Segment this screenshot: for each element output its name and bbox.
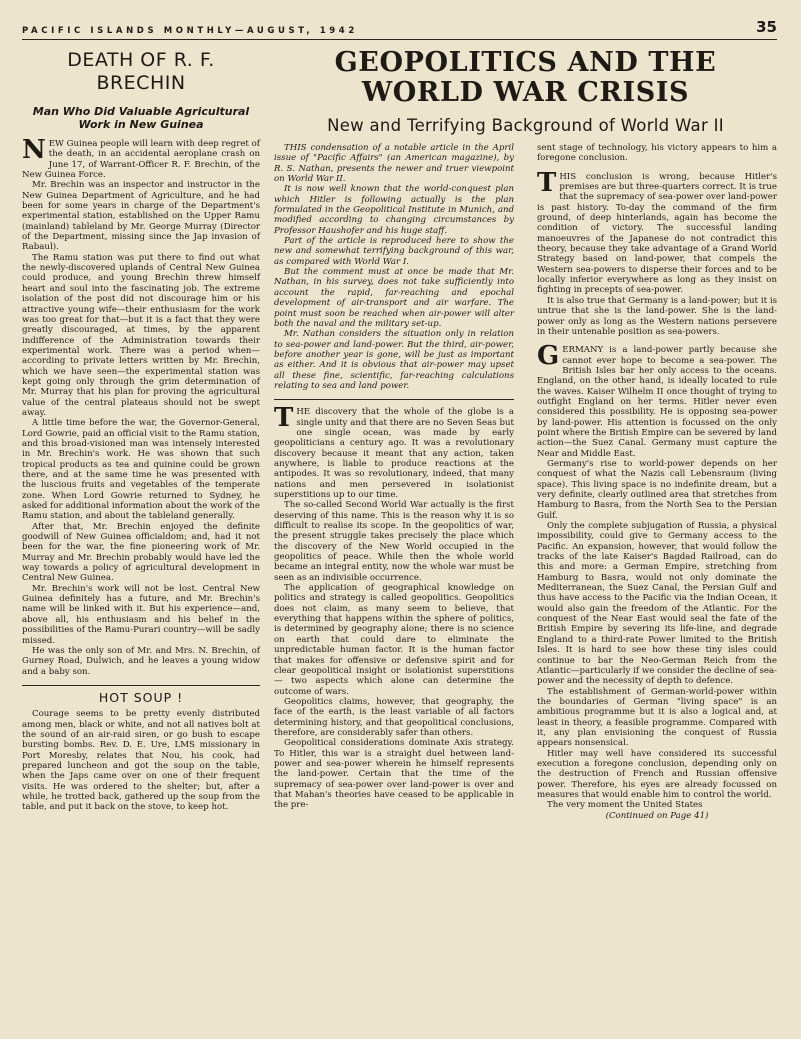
article-paragraph: THIS conclusion is wrong, because Hitler's premises are but three-quarters correct. It is true that the supremacy of sea-power over land-power is past history. To-day the command of the firm ground, of deep hinterlands, again has become the condition of victory. The successful landing manoeuvres of the Japanese do not contradict this theory, because they take advantage of a Grand World Strategy based on land-power, that compels the Western sea-powers to disperse their forces and to be locally inferior everywhere as long as they insist on fighting in precepts of sea-power. xyxy=(537,167,777,296)
article-paragraph: The so-called Second World War actually is the first deserving of this name. This is the reason why it is so difficult to realise its scope. In the geopolitics of war, the present struggle takes precisely the place which the discovery of the New World occupied in the geopolitics of peace. While then the whole world became an integral entity, now the whole war must be seen as an indivisible occurrence. xyxy=(274,500,514,583)
article-paragraph: Geopolitics claims, however, that geography, the face of the earth, is the least variable of all factors determining history, and that geopolitical conclusions, therefore, are considerably safer than others. xyxy=(274,696,514,738)
continued-note: (Continued on Page 41) xyxy=(605,810,709,821)
running-header xyxy=(22,14,777,40)
article-paragraph: It is also true that Germany is a land-power; but it is untrue that she is the land-power. She is the land-power only as long as the Western nations persevere in their untenable position as sea-powers. xyxy=(537,295,777,337)
obituary-paragraph: Mr. Brechin's work will not be lost. Central New Guinea definitely has a future, and Mr. Brechin's name will be linked with it. But his experience—and, above all, his enthusiasm and his belief in the possibilities of the Ramu-Purari country—will be sadly missed. xyxy=(22,583,260,646)
article-paragraph: The establishment of German-world-power within the boundaries of German "living space" is an ambitious programme but it is also a logical and, at least in theory, a feasible programme. Compared with it, any plan envisioning the conquest of Russia appears nonsensical. xyxy=(537,686,777,749)
drop-cap: T xyxy=(537,167,557,198)
middle-column xyxy=(274,143,514,821)
obituary-paragraph: NEW Guinea people will learn with deep regret of the death, in an accidental aeroplane crash on June 17, of Warrant-Officer R. F. Brechin, of the New Guinea Force. xyxy=(22,135,260,181)
article-paragraph: Only the complete subjugation of Russia, a physical impossibility, could give to Germany access to the Pacific. An expansion, however, that would follow the tracks of the late Kaiser's Bagdad Railroad, can do this and more: a German Empire, stretching from Hamburg to Basra, would not only dominate the Mediterranean, the Suez Canal, the Persian Gulf and thus have access to the Pacific via the Indian Ocean, it would also gain the freedom of the Atlantic. For the conquest of the Near East would seal the fate of the British Empire by severing its life-line, and degrade England to a third-rate Power limited to the British Isles. It is hard to see how these tiny isles could continue to bar the Neo-German Reich from the Atlantic—particularly if we consider the decline of sea-power and the necessity of depth to defence. xyxy=(537,521,777,687)
hot-soup-title: HOT SOUP ! xyxy=(98,689,184,705)
obituary-paragraph: After that, Mr. Brechin enjoyed the definite goodwill of New Guinea officialdom; and, had it not been for the war, the fine pioneering work of Mr. Murray and Mr. Brechin probably would have led the way towards a policy of agricultural development in Central New Guinea. xyxy=(22,521,260,584)
intro-paragraph: It is now well known that the world-conquest plan which Hitler is following actually is the plan formulated in the Geopolitical Institute in Munich, and modified according to changing circumstances by Professor Haushofer and his huge staff. xyxy=(274,184,514,236)
hot-soup-paragraph: Courage seems to be pretty evenly distributed among men, black or white, and not all natives bolt at the sound of an air-raid siren, or go bush to escape bursting bombs. Rev. D. E. Ure, LMS missionary in Port Moresby, relates that Nou, his cook, had prepared luncheon and got the soup on the table, when the Japs came over on one of their frequent visits. He was ordered to the shelter; but, after a while, he trotted back, gathered up the soup from the table, and put it back on the stove, to keep hot. xyxy=(22,709,260,813)
left-column xyxy=(22,49,260,821)
article-paragraph: Germany's rise to world-power depends on her conquest of what the Nazis call Lebensraum (living space). This living space is no indefinite dream, but a very definite, clearly outlined area that stretches from Hamburg to Basra, from the North Sea to the Persian Gulf. xyxy=(537,458,777,521)
page-number: 35 xyxy=(756,18,777,36)
intro-paragraph: THIS condensation of a notable article in the April issue of "Pacific Affairs" (an American magazine), by R. S. Nathan, presents the newer and truer viewpoint on World War II. xyxy=(274,143,514,185)
obituary-paragraph: He was the only son of Mr. and Mrs. N. Brechin, of Gurney Road, Dulwich, and he leaves a young widow and a baby son. xyxy=(22,645,260,677)
article-subtitle: New and Terrifying Background of World War II xyxy=(327,116,724,135)
drop-cap: G xyxy=(537,341,560,372)
obituary-title: DEATH OF R. F. BRECHIN xyxy=(67,49,215,94)
drop-cap: N xyxy=(22,135,46,165)
article-paragraph: The application of geographical knowledge on politics and strategy is called geopolitics. Geopolitics does not claim, as many seem to believe, that everything that happens within the sphere of politics, is determined by geography alone; there is no science on earth that could dare to eliminate the unpredictable human factor. It is the human factor that makes for offensive or defensive spirit and for clear geopolitical insight or isolationist superstitions — two aspects which alone can determine the outcome of wars. xyxy=(274,583,514,697)
drop-cap: T xyxy=(274,403,294,434)
intro-paragraph: Part of the article is reproduced here to show the new and somewhat terrifying background of this war, as compared with World War I. xyxy=(274,236,514,267)
right-column xyxy=(537,143,777,821)
intro-paragraph: Mr. Nathan considers the situation only in relation to sea-power and land-power. But the third, air-power, before another year is gone, will be just as important as either. And it is obvious that air-power may upset all these fine, scientific, far-reaching calculations relating to sea and land power. xyxy=(274,329,514,391)
intro-paragraph: But the comment must at once be made that Mr. Nathan, in his survey, does not take sufficiently into account the rapid, far-reaching and epochal development of air-transport and air warfare. The point must soon be reached when air-power will alter both the naval and the military set-up. xyxy=(274,267,514,329)
article-paragraph: Geopolitical considerations dominate Axis strategy. To Hitler, this war is a straight duel between land-power and sea-power wherein he himself represents the land-power. Certain that the time of the supremacy of sea-power over land-power is over and that Mahan's theories have ceased to be applicable in the pre- xyxy=(274,738,514,811)
article-title: GEOPOLITICS AND THE WORLD WAR CRISIS xyxy=(334,47,717,108)
article-paragraph: GERMANY is a land-power partly because she cannot ever hope to become a sea-power. The British Isles bar her only access to the oceans. England, on the other hand, is ideally located to rule the waves. Kaiser Wilhelm II once thought of trying to outfight England on her terms. Hitler never even considered this possibility. He is opposing sea-power by land-power. His attention is focussed on the only point where the British Empire can be severed by land action—the Suez Canal. Germany must capture the Near and Middle East. xyxy=(537,341,777,459)
article-columns xyxy=(274,143,777,821)
obituary-subtitle: Man Who Did Valuable Agricultural Work in New Guinea xyxy=(32,105,250,131)
obituary-paragraph: A little time before the war, the Governor-General, Lord Gowrie, paid an official visit to the Ramu station, and this broad-visioned man was intensely interested in Mr. Brechin's work. He was shown that such tropical products as tea and quinine could be grown there, and at the same time he was presented with the luscious fruits and vegetables of the temperate zone. When Lord Gowrie returned to Sydney, he asked for additional information about the work of the Ramu station, and about the tableland generally. xyxy=(22,418,260,522)
article-paragraph: sent stage of technology, his victory appears to him a foregone conclusion. xyxy=(537,143,777,164)
obituary-paragraph: The Ramu station was put there to find out what the newly-discovered uplands of Central New Guinea could produce, and young Brechin threw himself heart and soul into the fascinating job. The extreme isolation of the post did not discourage him or his attractive young wife—their enthusiasm for the work was too great for that—but it is a fact that they were greatly discouraged, at times, by the apparent indifference of the Administration towards their experimental work. There was a period when—according to private letters written by Mr. Brechin, which we have seen—the experimental station was kept going only through the grim determination of Mr. Murray that his plan for proving the agricultural value of the central plateaus should not be swept away. xyxy=(22,252,260,418)
article-paragraph: Hitler may well have considered its successful execution a foregone conclusion, depending only on the destruction of French and Russian offensive power. Therefore, his eyes are already focussed on measures that would enable him to control the world. xyxy=(537,748,777,800)
section-divider xyxy=(22,685,260,686)
running-title: PACIFIC ISLANDS MONTHLY—AUGUST, 1942 xyxy=(22,26,358,36)
intro-divider xyxy=(274,399,514,400)
obituary-paragraph: Mr. Brechin was an inspector and instructor in the New Guinea Department of Agriculture, and he had been for some years in charge of the Department's experimental station, established on the Upper Ramu (mainland) tableland by Mr. George Murray (Director of the Department, missing since the Jap invasion of Rabaul). xyxy=(22,180,260,253)
page-body xyxy=(22,49,777,821)
geopolitics-article xyxy=(274,49,777,821)
article-paragraph: The very moment the United States xyxy=(547,800,703,811)
article-paragraph: THE discovery that the whole of the globe is a single unity and that there are no Seven Seas but one single ocean, was made by early geopoliticians a century ago. It was a revolutionary discovery because it meant that any action, taken anywhere, is liable to produce reactions at the antipodes. It was so revolutionary, indeed, that many nations and men persevered in isolationist superstitions up to our time. xyxy=(274,403,514,500)
